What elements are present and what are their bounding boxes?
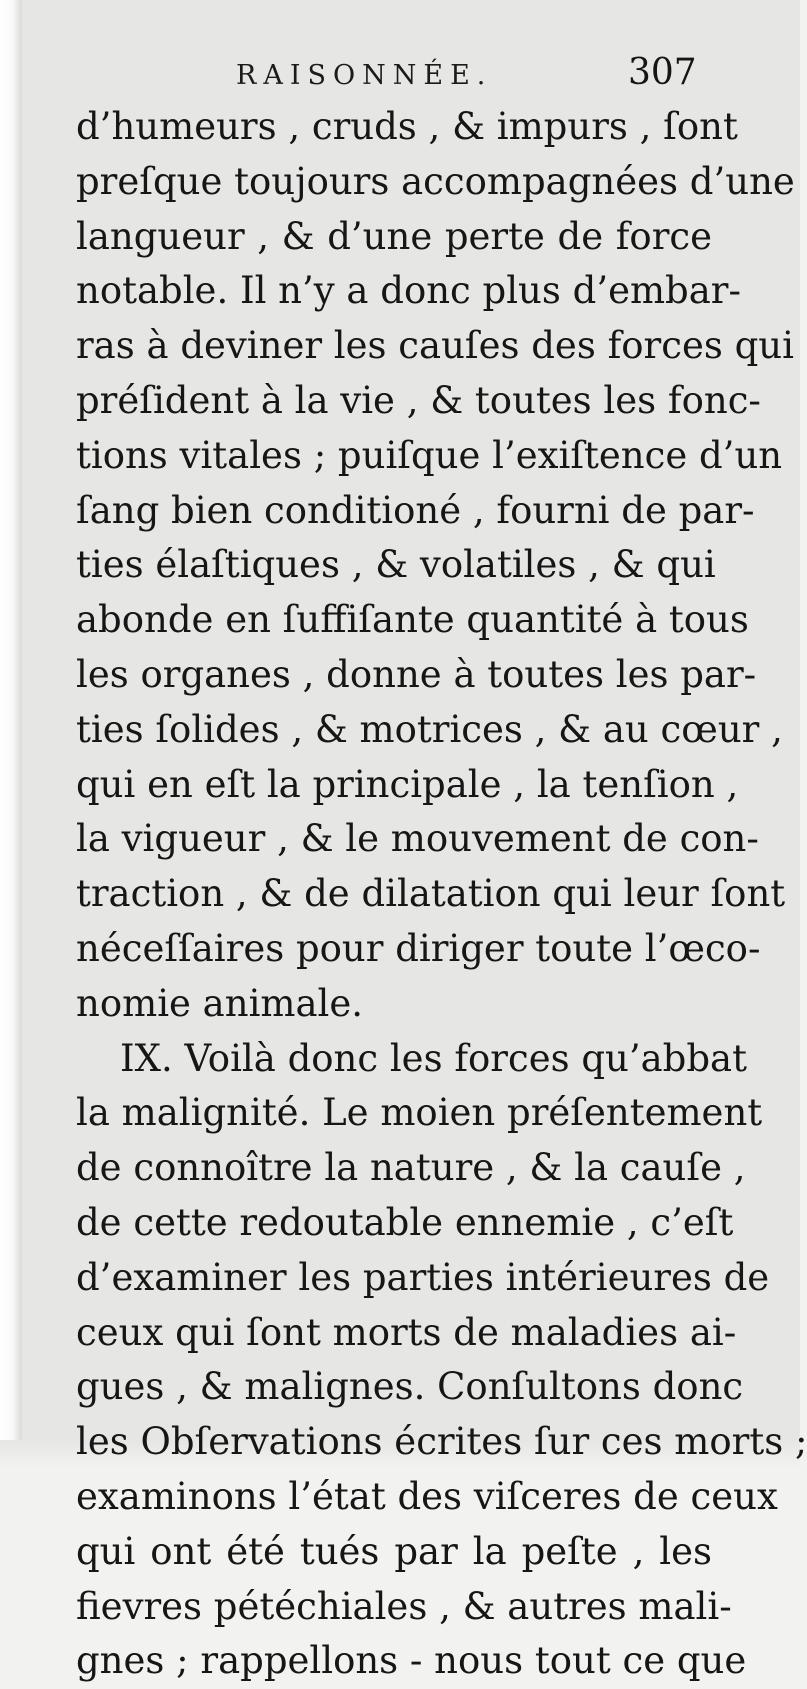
body-text xyxy=(76,100,807,1689)
text-line: de connoître la nature , & la cauſe , xyxy=(76,1146,746,1190)
text-line: langueur , & d’une perte de force xyxy=(76,214,712,258)
text-line: préſident à la vie , & toutes les fonc- xyxy=(76,378,761,422)
page-number: 307 xyxy=(628,52,697,93)
text-line: ties ſolides , & motrices , & au cœur , xyxy=(76,707,783,751)
text-line: qui en eſt la principale , la tenſion , xyxy=(76,762,739,806)
text-line: abonde en ſuffiſante quantité à tous xyxy=(76,598,749,642)
text-line: les Obſervations écrites ſur ces morts ; xyxy=(76,1420,807,1464)
text-line: ſang bien conditioné , fourni de par- xyxy=(76,488,755,532)
page-left-edge xyxy=(0,0,22,1473)
text-line: qui ont été tués par la peſte , les xyxy=(76,1529,712,1573)
text-line: ceux qui ſont morts de maladies ai- xyxy=(76,1310,737,1354)
text-line: d’humeurs , cruds , & impurs , ſont xyxy=(76,105,738,148)
text-line: gues , & malignes. Conſultons donc xyxy=(76,1365,744,1409)
text-line: ras à deviner les cauſes des forces qui xyxy=(76,324,794,368)
text-line: gnes ; rappellons - nous tout ce que xyxy=(76,1639,747,1683)
paragraph-end-line: nomie animale. xyxy=(76,981,364,1025)
text-line: fievres pétéchiales , & autres mali- xyxy=(76,1584,732,1628)
text-line: les organes , donne à toutes les par- xyxy=(76,652,757,696)
text-line: traction , & de dilatation qui leur ſont xyxy=(76,872,786,916)
section-start-line: IX. Voilà donc les forces qu’abbat xyxy=(120,1036,747,1080)
text-line: de cette redoutable ennemie , c’eſt xyxy=(76,1200,734,1244)
text-line: tions vitales ; puiſque l’exiſtence d’un xyxy=(76,433,783,477)
text-line: examinons l’état des viſceres de ceux xyxy=(76,1474,778,1518)
text-line: ties élaſtiques , & volatiles , & qui xyxy=(76,543,716,587)
text-line: la malignité. Le moien préſentement xyxy=(76,1091,763,1135)
text-line: preſque toujours accompagnées d’une xyxy=(76,159,795,203)
text-line: notable. Il n’y a donc plus d’embar- xyxy=(76,269,741,313)
page-header xyxy=(0,52,800,100)
text-line: la vigueur , & le mouvement de con- xyxy=(76,817,759,861)
text-line: d’examiner les parties intérieures de xyxy=(76,1255,770,1299)
text-line: néceſſaires pour diriger toute l’œco- xyxy=(76,926,761,970)
running-head: RAISONNÉE. xyxy=(236,60,493,91)
